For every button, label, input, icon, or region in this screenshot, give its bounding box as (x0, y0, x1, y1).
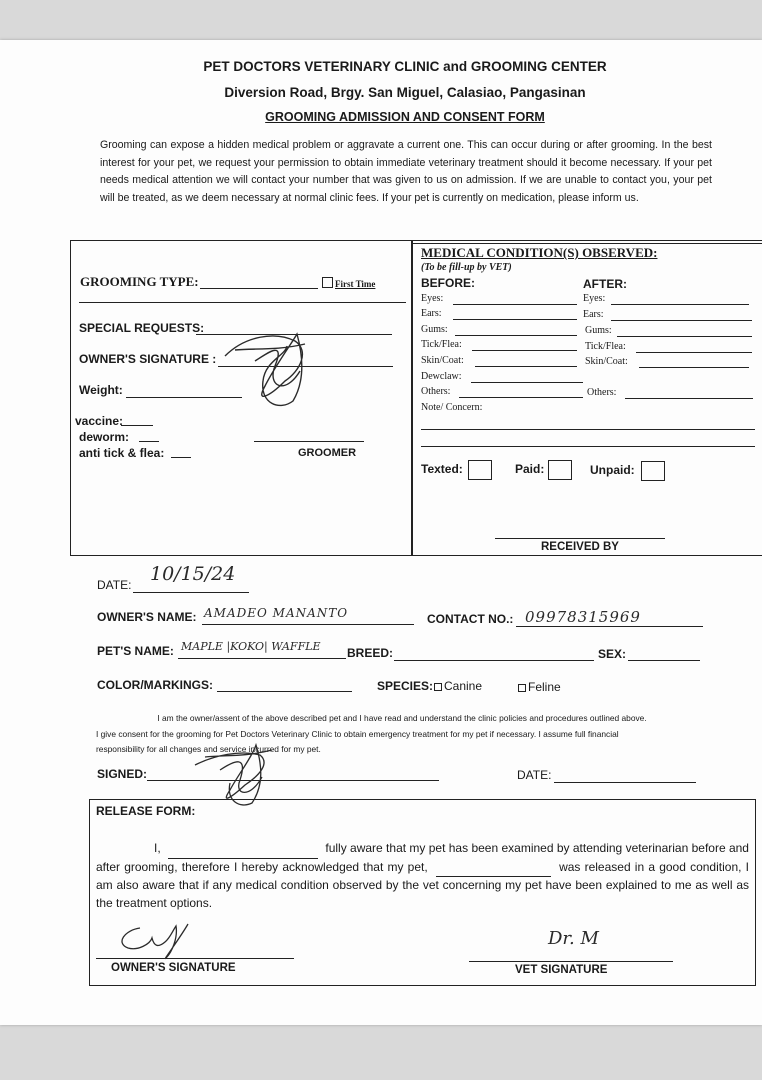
feline-label: Feline (528, 680, 561, 694)
anti-tick-label: anti tick & flea: (79, 446, 165, 460)
date-value[interactable]: 10/15/24 (150, 563, 236, 585)
after-gums: Gums: (585, 325, 612, 336)
intro-paragraph: Grooming can expose a hidden medical problem or aggravate a current one. This can occur during or after grooming. In the best interest for your pet, we request your permission to obtain immediate veterinary treatment should it become necessary. If your pet needs medical attention we will contact your number that was given to us on admission. If we are unable to contact you, your pet will be treated, as we deem necessary at normal clinic fees. If your pet is currently on medication, please inform us. (100, 139, 712, 204)
breed-label: BREED: (347, 646, 394, 660)
first-time-checkbox[interactable] (322, 277, 333, 288)
before-dewclaw: Dewclaw: (421, 371, 462, 382)
owner-release-sig-label: OWNER'S SIGNATURE (111, 962, 236, 974)
after-ears-line[interactable] (611, 320, 752, 321)
after-label: AFTER: (583, 277, 627, 291)
vet-signature-hand: Dr. M (548, 928, 599, 949)
signed-label: SIGNED: (97, 767, 148, 781)
consent-date-label: DATE: (517, 768, 552, 782)
pet-name-line[interactable] (178, 658, 346, 659)
species-label: SPECIES: (377, 679, 434, 693)
deworm-label: deworm: (79, 430, 130, 444)
paid-checkbox[interactable] (548, 460, 572, 480)
owners-signature-label: OWNER'S SIGNATURE : (79, 352, 217, 366)
before-gums-line[interactable] (455, 335, 577, 336)
after-gums-line[interactable] (617, 336, 752, 337)
before-eyes: Eyes: (421, 293, 444, 304)
deworm-line[interactable] (139, 441, 159, 442)
color-line[interactable] (217, 691, 352, 692)
form-title: GROOMING ADMISSION AND CONSENT FORM (265, 110, 545, 124)
consent-line-3: responsibility for all changes and service incurred for my pet. (96, 744, 321, 754)
feline-checkbox[interactable] (518, 684, 526, 692)
before-dewclaw-line[interactable] (471, 382, 583, 383)
consent-line-2: I give consent for the grooming for Pet Doctors Veterinary Clinic to obtain emergency treatment for my pet if necessary. I assume full financial (96, 728, 619, 739)
vaccine-label: vaccine: (75, 414, 124, 428)
vet-sig-label: VET SIGNATURE (515, 964, 608, 976)
unpaid-label: Unpaid: (590, 463, 635, 477)
before-eyes-line[interactable] (453, 304, 577, 305)
consent-line-1: I am the owner/assent of the above described pet and I have read and understand the clinic policies and procedures outlined above. (157, 713, 647, 723)
grooming-type-line[interactable] (200, 288, 318, 289)
canine-option[interactable] (434, 679, 482, 693)
release-title: RELEASE FORM: (96, 804, 196, 818)
date-line[interactable] (133, 592, 249, 593)
before-gums: Gums: (421, 324, 448, 335)
before-tickflea: Tick/Flea: (421, 339, 462, 350)
breed-line[interactable] (394, 660, 594, 661)
box-top-right (411, 243, 762, 244)
owner-signature-scribble (215, 326, 325, 411)
sex-line[interactable] (628, 660, 700, 661)
unpaid-checkbox[interactable] (641, 461, 665, 481)
note-concern: Note/ Concern: (421, 402, 483, 413)
release-paragraph (96, 840, 749, 912)
note-line-1[interactable] (421, 429, 755, 430)
before-others: Others: (421, 386, 451, 397)
medical-title: MEDICAL CONDITION(S) OBSERVED: (421, 245, 658, 260)
owner-release-sig-line[interactable] (96, 958, 294, 959)
color-label: COLOR/MARKINGS: (97, 678, 213, 692)
contact-value[interactable]: 09978315969 (525, 608, 641, 626)
first-time-label: First Time (335, 279, 376, 289)
vet-sig-line[interactable] (469, 961, 673, 962)
feline-option[interactable] (518, 680, 561, 694)
before-ears-line[interactable] (453, 319, 577, 320)
canine-checkbox[interactable] (434, 683, 442, 691)
pet-name-label: PET'S NAME: (97, 644, 174, 658)
owner-name-label: OWNER'S NAME: (97, 610, 197, 624)
release-text-3: was released in a good condition, I am also aware that if any medical condition observed by the vet concerning my pet have been explained to me as well as the treatment options. (96, 859, 749, 910)
after-skincoat-line[interactable] (639, 367, 749, 368)
owner-release-signature-scribble (110, 918, 200, 963)
contact-label: CONTACT NO.: (427, 612, 514, 626)
canine-label: Canine (444, 679, 483, 693)
owner-name-line[interactable] (202, 624, 414, 625)
after-eyes: Eyes: (583, 293, 606, 304)
clinic-address: Diversion Road, Brgy. San Miguel, Calasiao, Pangasinan (224, 85, 586, 100)
sex-label: SEX: (598, 647, 627, 661)
medical-subtitle: (To be fill-up by VET) (421, 262, 512, 273)
after-eyes-line[interactable] (611, 304, 749, 305)
before-ears: Ears: (421, 308, 442, 319)
box-divider (411, 240, 413, 555)
clinic-name: PET DOCTORS VETERINARY CLINIC and GROOMING CENTER (203, 59, 607, 74)
after-tickflea-line[interactable] (636, 352, 752, 353)
texted-checkbox[interactable] (468, 460, 492, 480)
anti-tick-line[interactable] (171, 457, 191, 458)
before-label: BEFORE: (421, 276, 475, 290)
grooming-type-label: GROOMING TYPE: (80, 274, 199, 289)
owner-name-value[interactable]: AMADEO MANANTO (204, 606, 349, 620)
after-others: Others: (587, 387, 617, 398)
consent-text (96, 711, 708, 758)
contact-line[interactable] (516, 626, 703, 627)
before-others-line[interactable] (459, 397, 583, 398)
grooming-type-line-2[interactable] (79, 302, 406, 303)
before-skincoat-line[interactable] (475, 366, 577, 367)
groomer-label: GROOMER (298, 447, 357, 459)
release-text-2: fully aware that my pet has been examined by attending veterinarian before and after grooming, therefore I hereby acknowledged that my pet, (96, 841, 749, 874)
paid-label: Paid: (515, 462, 545, 476)
weight-label: Weight: (79, 383, 123, 397)
date-label: DATE: (97, 578, 132, 592)
after-others-line[interactable] (625, 398, 753, 399)
release-i: I, (154, 841, 161, 855)
release-name-blank[interactable] (168, 840, 318, 859)
groomer-line[interactable] (254, 441, 364, 442)
before-skincoat: Skin/Coat: (421, 355, 464, 366)
before-tickflea-line[interactable] (472, 350, 577, 351)
special-requests-label: SPECIAL REQUESTS: (79, 321, 205, 335)
after-ears: Ears: (583, 309, 604, 320)
vaccine-line[interactable] (121, 425, 153, 426)
received-by-label: RECEIVED BY (541, 541, 619, 553)
texted-label: Texted: (421, 462, 463, 476)
note-line-2[interactable] (421, 446, 755, 447)
consent-date-line[interactable] (554, 782, 696, 783)
received-by-line[interactable] (495, 538, 665, 539)
first-time-option[interactable] (322, 277, 375, 289)
after-skincoat: Skin/Coat: (585, 356, 628, 367)
pet-name-value[interactable]: MAPLE |KOKO| WAFFLE (181, 640, 321, 653)
release-pet-blank[interactable] (436, 859, 551, 878)
after-tickflea: Tick/Flea: (585, 341, 626, 352)
